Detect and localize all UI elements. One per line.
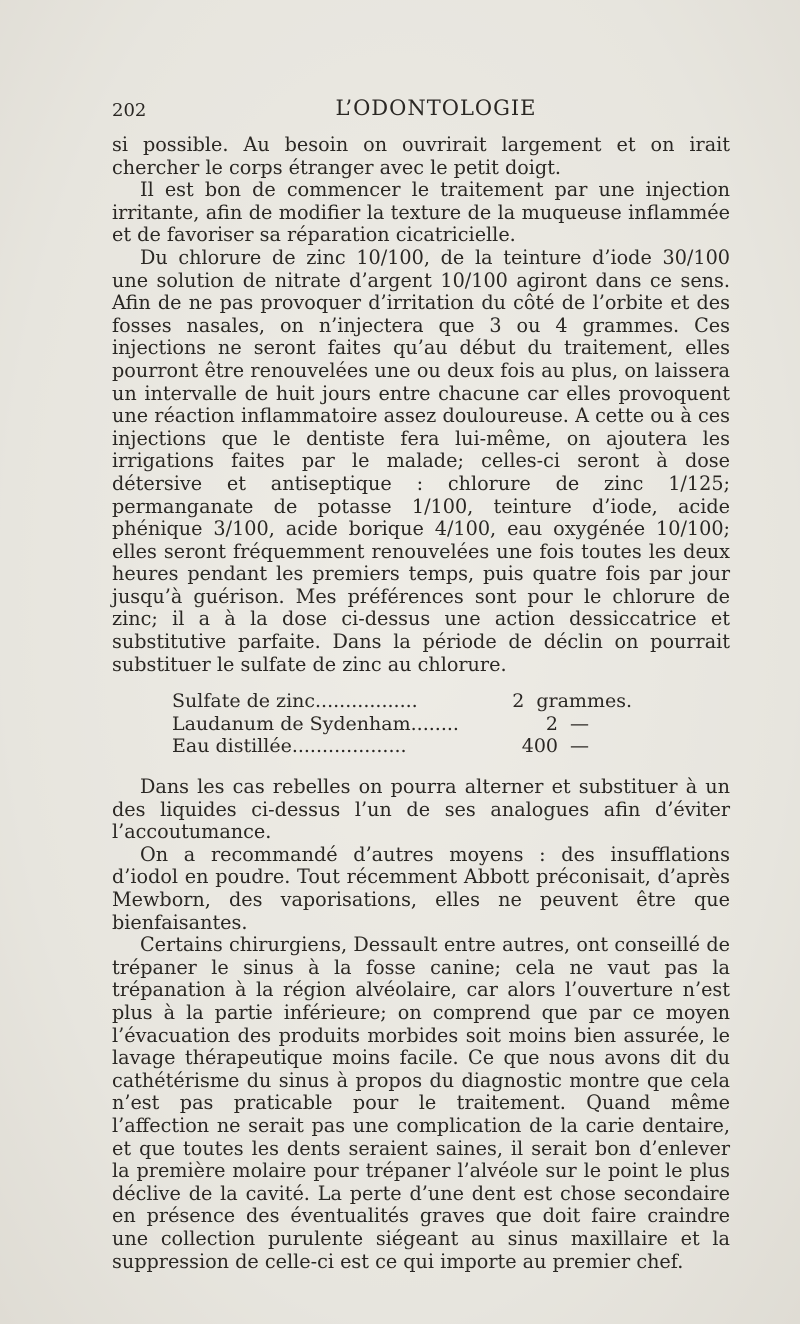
ingredient-quantity: 2 (512, 690, 525, 713)
ingredient-quantity: 2 (545, 712, 558, 735)
ingredient-quantity: 400 (521, 735, 558, 758)
ingredient-name: Laudanum de Sydenham........ (172, 712, 459, 735)
body-text (112, 134, 730, 1273)
ingredient-unit: — (570, 712, 589, 735)
paragraph: Certains chirurgiens, Dessault entre autres, ont conseillé de trépaner le sinus à la fosse canine; cela ne vaut pas la trépanation à la région alvéolaire, car alors l’ouverture n’est plus à la partie inférieure; on comprend que par ce moyen l’évacuation des produits morbides soit moins bien assurée, le lavage thérapeutique moins facile. Ce que nous avons dit du cathétérisme du sinus à propos du diagnostic montre que cela n’est pas praticable pour le traitement. Quand même l’affection ne serait pas une complication de la carie dentaire, et que toutes les dents seraient saines, il serait bon d’enlever la première molaire pour trépaner l’alvéole sur le point le plus déclive de la cavité. La perte d’une dent est chose secondaire en présence des éventualités graves que doit faire craindre une collection purulente siégeant au sinus maxillaire et la suppression de celle-ci est ce qui importe au premier chef. (112, 933, 730, 1273)
journal-title: L’ODONTOLOGIE (335, 96, 537, 120)
paragraph: Dans les cas rebelles on pourra alterner et substituer à un des liquides ci-dessus l’un de ses analogues afin d’éviter l’accoutumance. (112, 775, 730, 844)
paragraph-continued: si possible. Au besoin on ouvrirait largement et on irait chercher le corps étranger avec le petit doigt. (112, 133, 730, 179)
ingredient-unit: grammes. (536, 690, 632, 713)
page-number: 202 (112, 100, 147, 121)
paragraph: Il est bon de commencer le traitement par une injection irritante, afin de modifier la texture de la muqueuse inflammée et de favoriser sa réparation cicatricielle. (112, 178, 730, 247)
formula-row (172, 713, 632, 736)
ingredient-name: Eau distillée................... (172, 735, 407, 758)
formula-row (172, 690, 632, 713)
paragraph: On a recommandé d’autres moyens : des insufflations d’iodol en poudre. Tout récemment Abbott préconisait, d’après Mewborn, des vaporisations, elles ne peuvent être que bienfaisantes. (112, 842, 730, 934)
formula-row (172, 735, 632, 758)
prescription-formula (172, 690, 632, 758)
ingredient-unit: — (570, 735, 589, 758)
paragraph: Du chlorure de zinc 10/100, de la teinture d’iode 30/100 une solution de nitrate d’argent 10/100 agiront dans ce sens. Afin de ne pas provoquer d’irritation du côté de l’orbite et des fosses nasales, on n’injectera que 3 ou 4 grammes. Ces injections ne seront faites qu’au début du traitement, elles pourront être renouvelées une ou deux fois au plus, on laissera un intervalle de huit jours entre chacune car elles provoquent une réaction inflammatoire assez douloureuse. A cette ou à ces injections que le dentiste fera lui-même, on ajoutera les irrigations faites par le malade; celles-ci seront à dose détersive et antiseptique : chlorure de zinc 1/125; permanganate de potasse 1/100, teinture d’iode, acide phénique 3/100, acide borique 4/100, eau oxygénée 10/100; elles seront fréquemment renouvelées une fois toutes les deux heures pendant les premiers temps, puis quatre fois par jour jusqu’à guérison. Mes préférences sont pour le chlorure de zinc; il a à la dose ci-dessus une action dessiccatrice et substitutive parfaite. Dans la période de déclin on pourrait substituer le sulfate de zinc au chlorure. (112, 245, 730, 676)
running-head (112, 92, 730, 122)
ingredient-name: Sulfate de zinc................. (172, 690, 418, 713)
